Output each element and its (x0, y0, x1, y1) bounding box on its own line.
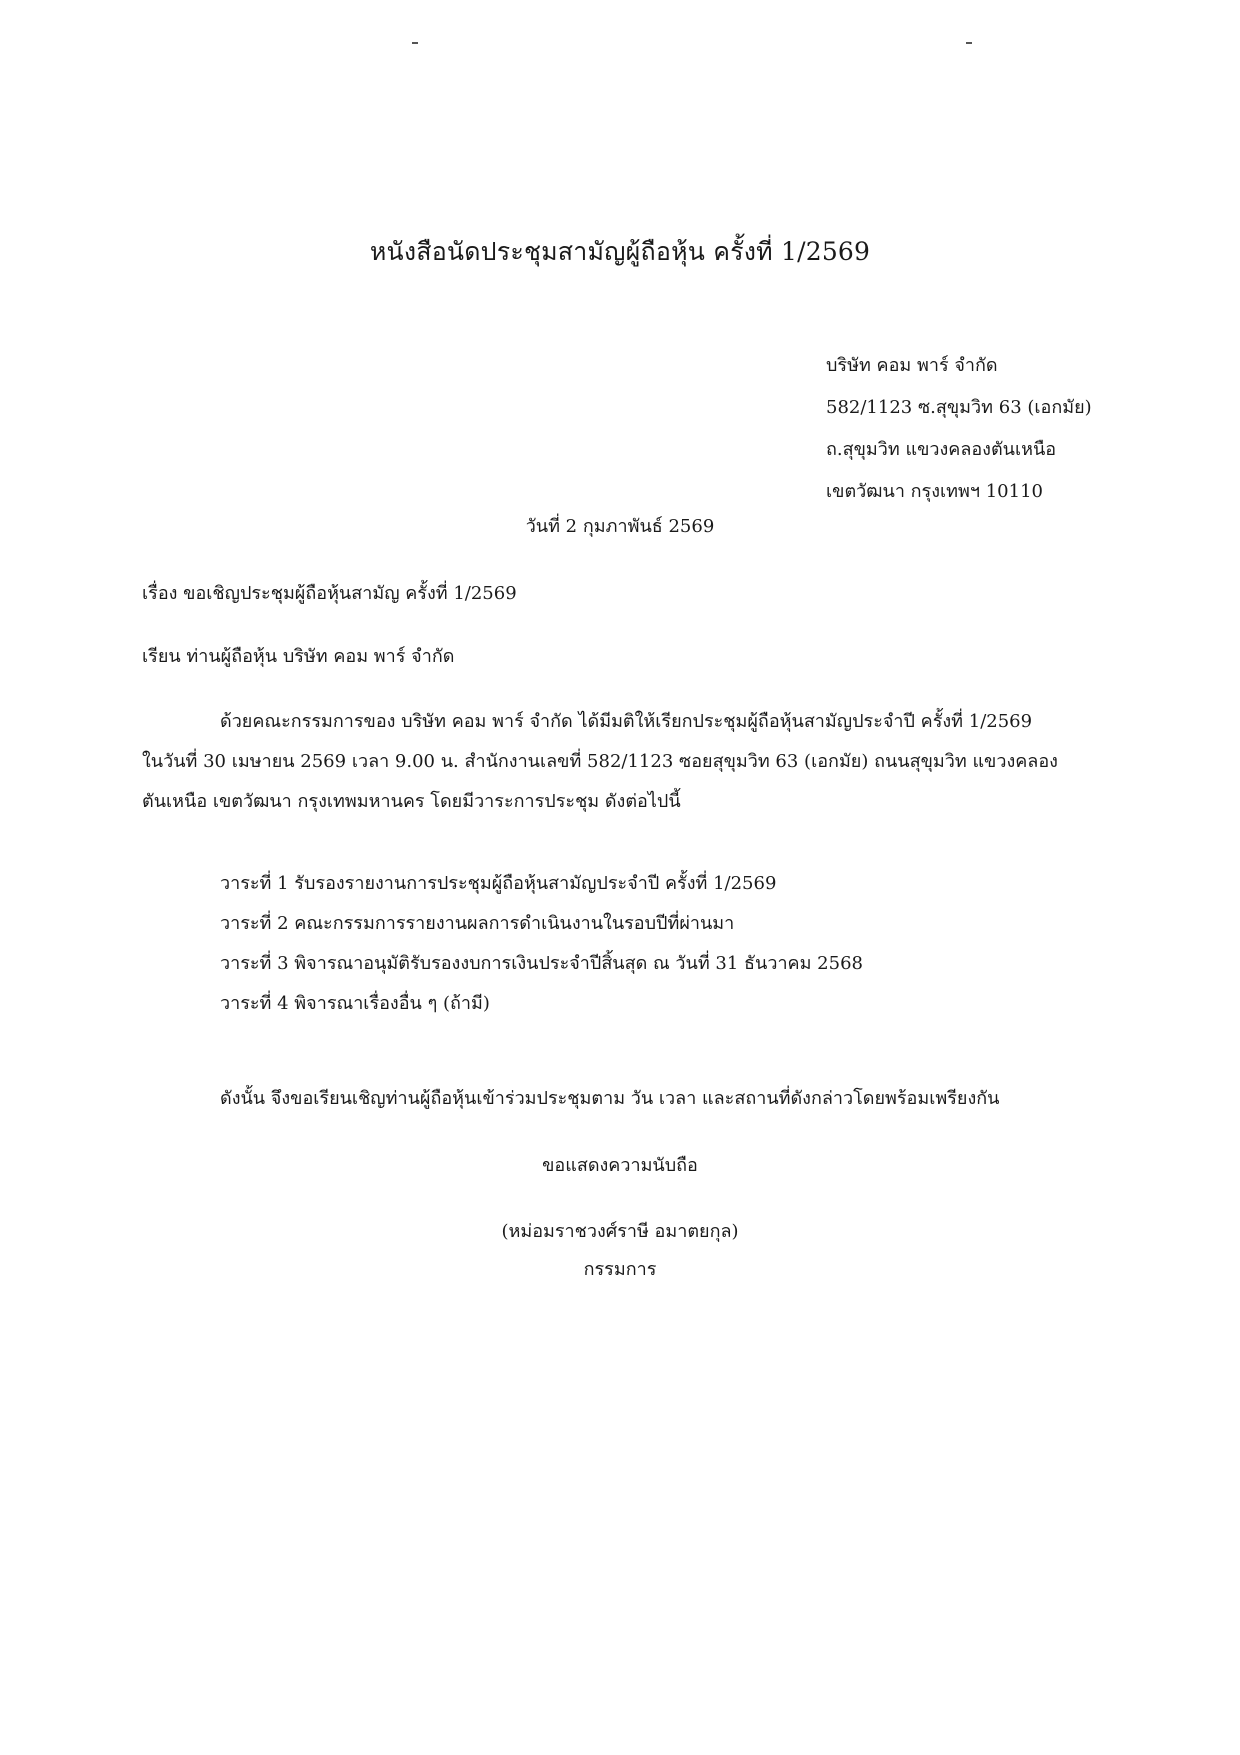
agenda-item-3: วาระที่ 3 พิจารณาอนุมัติรับรองงบการเงินประจำปีสิ้นสุด ณ วันที่ 31 ธันวาคม 2568 (220, 953, 863, 974)
salutation-line: เรียน ท่านผู้ถือหุ้น บริษัท คอม พาร์ จำกัด (142, 646, 455, 667)
scan-speck-left (412, 42, 418, 44)
address-line-company: บริษัท คอม พาร์ จำกัด (826, 355, 998, 376)
address-line-street: 582/1123 ซ.สุขุมวิท 63 (เอกมัย) (826, 397, 1092, 418)
body-paragraph-line-3: ตันเหนือ เขตวัฒนา กรุงเทพมหานคร โดยมีวาระการประชุม ดังต่อไปนี้ (142, 791, 681, 812)
company-address-block (826, 350, 1186, 500)
subject-line: เรื่อง ขอเชิญประชุมผู้ถือหุ้นสามัญ ครั้งที่ 1/2569 (142, 583, 517, 604)
agenda-item-1: วาระที่ 1 รับรองรายงานการประชุมผู้ถือหุ้นสามัญประจำปี ครั้งที่ 1/2569 (220, 873, 777, 894)
address-line-road: ถ.สุขุมวิท แขวงคลองตันเหนือ (826, 439, 1057, 460)
document-date: วันที่ 2 กุมภาพันธ์ 2569 (525, 516, 715, 537)
body-paragraph-line-2: ในวันที่ 30 เมษายน 2569 เวลา 9.00 น. สำนักงานเลขที่ 582/1123 ซอยสุขุมวิท 63 (เอกมัย) ถนนสุขุมวิท แขวงคลอง (142, 751, 1058, 772)
signatory-name: (หม่อมราชวงศ์ราษี อมาตยกุล) (501, 1221, 739, 1242)
scan-speck-right (966, 42, 972, 44)
agenda-item-2: วาระที่ 2 คณะกรรมการรายงานผลการดำเนินงานในรอบปีที่ผ่านมา (220, 913, 735, 934)
closing-regards: ขอแสดงความนับถือ (542, 1155, 698, 1176)
document-title: หนังสือนัดประชุมสามัญผู้ถือหุ้น ครั้งที่ 1/2569 (369, 237, 871, 266)
signatory-position: กรรมการ (583, 1259, 657, 1280)
body-paragraph-line-1: ด้วยคณะกรรมการของ บริษัท คอม พาร์ จำกัด ได้มีมติให้เรียกประชุมผู้ถือหุ้นสามัญประจำปี ครั้งที่ 1/2569 (220, 711, 1033, 732)
address-line-district: เขตวัฒนา กรุงเทพฯ 10110 (826, 481, 1043, 502)
closing-invitation: ดังนั้น จึงขอเรียนเชิญท่านผู้ถือหุ้นเข้าร่วมประชุมตาม วัน เวลา และสถานที่ดังกล่าวโดยพร้อมเพรียงกัน (220, 1088, 1000, 1109)
agenda-item-4: วาระที่ 4 พิจารณาเรื่องอื่น ๆ (ถ้ามี) (220, 993, 490, 1014)
